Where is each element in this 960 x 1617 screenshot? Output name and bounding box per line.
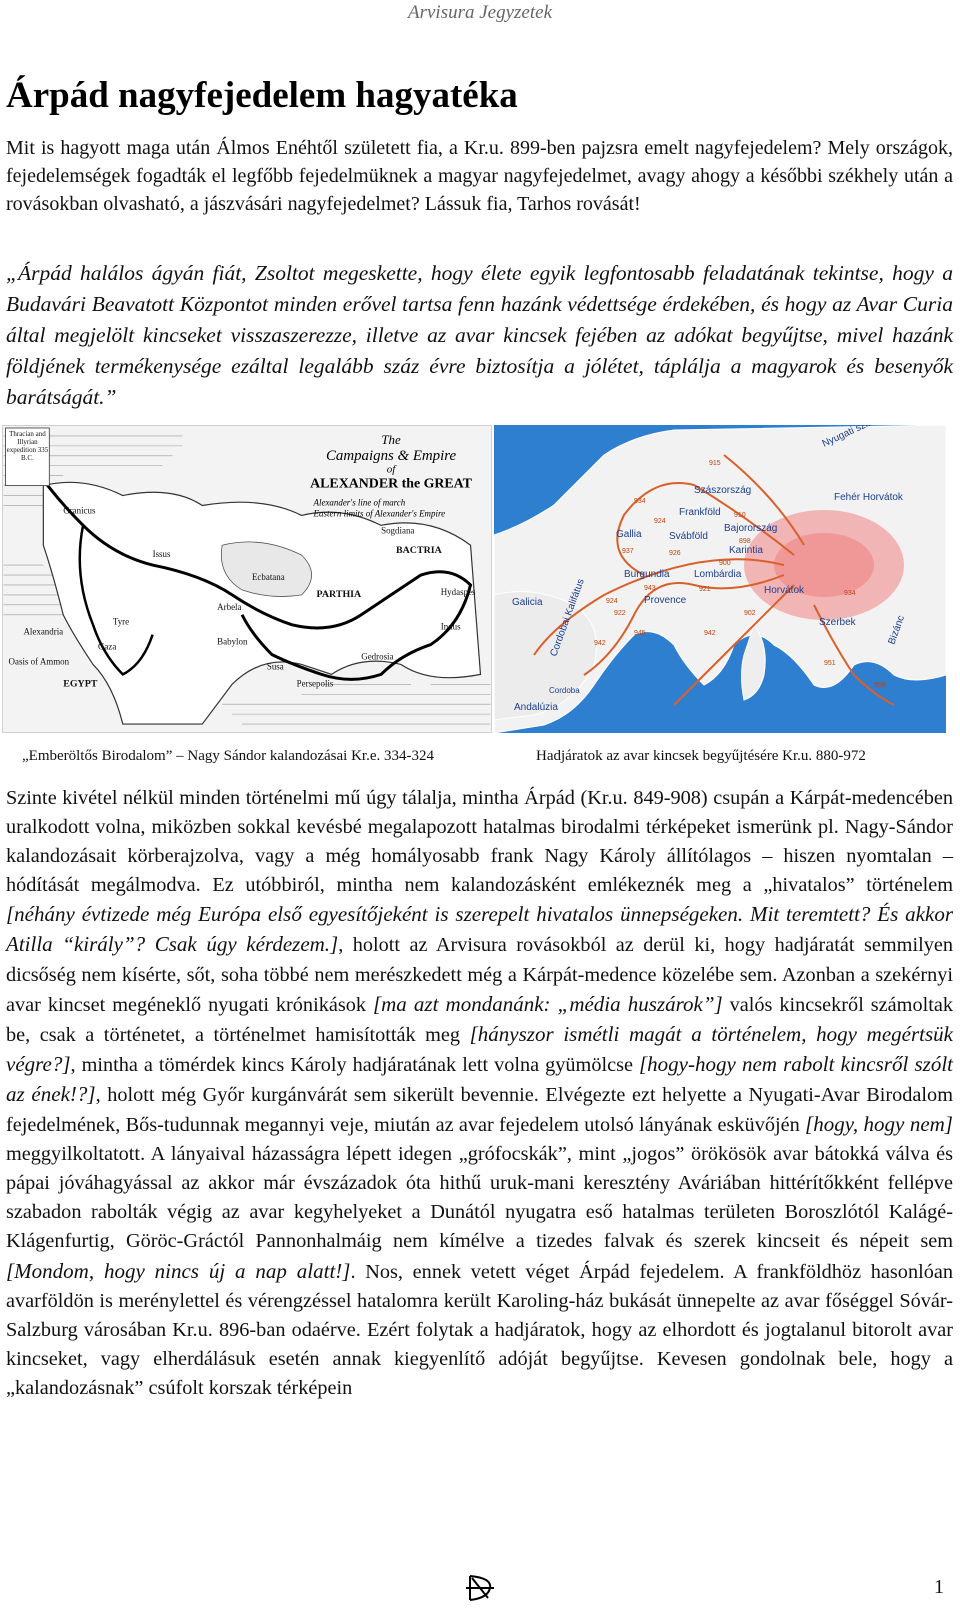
- expedition-box-label: Thracian and Illyrian expedition 335 B.C.: [6, 429, 49, 462]
- figures-row: [0, 425, 960, 735]
- map-label-tyre: Tyre: [112, 616, 130, 627]
- main-text: valós kincsekről számoltak be, csak a történetet, a történelmet hamisították meg: [6, 993, 953, 1046]
- raids-label-andaluzia: Andalúzia: [514, 702, 558, 713]
- raids-year: 900: [719, 560, 731, 567]
- raids-label-gallia: Gallia: [616, 529, 642, 540]
- raids-label-bajororszag: Bajorország: [724, 523, 778, 534]
- raids-year: 942: [594, 640, 606, 647]
- raids-year: 942: [704, 630, 716, 637]
- raids-year: 902: [744, 610, 756, 617]
- raids-year: 915: [709, 460, 721, 467]
- main-text: meggyilkoltatott. A lányaival házasságra lépett idegen „grófocskák”, mint „jogos” örökösök avar bátokká válva és pápai jóváhagyással az akkor már évszázadok óta hithű uruk-mani keresztény Aváriában hittérítőkként fellépve szabadon rabolták végig az avar kegyhelyeket a Dunától nyugatra eső hatalmas területen Boroszlótól Kalágé-Klágenfurtig, Göröc-Gráctól Pannonhalmáig nem kímélve a tizedes falvak és szerek kincseit és népeit sem: [6, 1143, 953, 1253]
- raids-year: 922: [614, 610, 626, 617]
- raids-year: 934: [844, 590, 856, 597]
- raids-map: [494, 425, 946, 733]
- aside-note: [hogy-hogy nem rabolt kincsről szólt az ének!?]: [6, 1051, 953, 1106]
- map-title-line-3: of: [386, 463, 396, 476]
- map-label-gedrosia: Gedrosia: [361, 651, 394, 662]
- raids-year: 898: [739, 538, 751, 545]
- raids-year: 959: [874, 682, 886, 689]
- map-label-alexandria: Alexandria: [23, 626, 64, 637]
- map-label-susa: Susa: [266, 661, 284, 672]
- map-label-bactria: BACTRIA: [396, 545, 442, 557]
- raids-year: 934: [634, 498, 646, 505]
- raids-label-szerbek: Szerbek: [819, 617, 856, 628]
- main-text: . Nos, ennek vetett véget Árpád fejedelem. A frankföldhöz hasonlóan avarföldön is merénylettel és vérengzéssel hatalomra került Karoling-ház bukását ünnepelte az avar főséggel Sóvár-Salzburg városában Kr.u. 896-ban odaérve. Ezért folytak a hadjáratok, hogy az elhordott és jogtalanul bitorolt avar kincseket, vagy elherdálásuk esetén annak kiegyenlítő adóját begyűjtse. Kevesen gondolnak bele, hogy a „kalandozásnak” csúfolt korszak térképein: [6, 1260, 953, 1399]
- main-paragraph: [6, 784, 953, 1403]
- map-label-granicus: Granicus: [63, 505, 96, 516]
- map-label-indus: Indus: [440, 621, 461, 632]
- map-label-babylon: Babylon: [217, 636, 248, 647]
- raids-label-horvatok: Horvátok: [764, 585, 805, 596]
- raids-label-svabfold: Svábföld: [669, 531, 708, 542]
- map-label-oasis: Oasis of Ammon: [8, 656, 70, 667]
- aside-note: [ma azt mondanánk: „média huszárok”]: [372, 991, 723, 1016]
- caption-left: „Emberöltős Birodalom” – Nagy Sándor kalandozásai Kr.e. 334-324: [22, 748, 434, 764]
- map-label-hydaspes: Hydaspes: [440, 586, 476, 597]
- page-title: Árpád nagyfejedelem hagyatéka: [6, 75, 518, 116]
- main-text: , holott még Győr kurgánvárát sem sikerült bevennie. Elvégezte ezt helyette a Nyugati-Avar Birodalom fejedelmének, Bős-tudunnak megannyi veje, miután az avar fejedelem utolsó lányának esküvőjén: [6, 1083, 953, 1137]
- page-number: 1: [934, 1576, 944, 1598]
- raids-label-szaszorszag: Szászország: [694, 485, 752, 496]
- main-text: Szinte kivétel nélkül minden történelmi mű úgy tálalja, mintha Árpád (Kr.u. 849-908) csupán a Kárpát-medencében uralkodott volna, miközben sokkal kevésbé megalapozott hatalmas birodalmi térképeket ismerünk pl. Nagy-Sándor kalandozásait körberajzolva, vagy a még homályosabb frank Nagy Károly állítólagos – hiszen nyomtalan – hódítását megálmodva. Ez utóbbiról, mintha nem kalandozásként emlékeznék meg a „hivatalos” történelem: [6, 787, 953, 897]
- raids-year: 943: [644, 585, 656, 592]
- raids-label-frankfold: Frankföld: [679, 507, 721, 518]
- map-label-ecbatana: Ecbatana: [251, 571, 285, 582]
- running-header: Arvisura Jegyzetek: [407, 2, 553, 23]
- raids-year: 921: [699, 586, 711, 593]
- raids-label-bizanc: Bizánc: [886, 614, 908, 647]
- raids-label-lombardia: Lombárdia: [694, 569, 742, 580]
- map-label-issus: Issus: [152, 549, 171, 560]
- raids-year: 910: [734, 512, 746, 519]
- map-label-persepolis: Persepolis: [296, 678, 334, 689]
- intro-paragraph: Mit is hagyott maga után Álmos Enéhtől született fia, a Kr.u. 899-ben pajzsra emelt nagyfejedelem? Mely országok, fejedelemségek fogadták el legfőbb fejedelmüknek a magyar nagyfejedelmet, avagy ahogy a későbbi székhely után a rovásokban olvasható, a jászvásári nagyfejedelmet? Lássuk fia, Tarhos rovását!: [6, 137, 953, 215]
- quote-paragraph: „Árpád halálos ágyán fiát, Zsoltot megeskette, hogy élete egyik legfontosabb feladatának tekintse, hogy a Budavári Beavatott Központot minden erővel tartsa fenn hazánk védettsége érdekében, és hogy az Avar Curia által megjelölt kincseket visszaszerezze, illetve az avar kincsek fejében az adókat begyűjtse, mivel hazánk földjének termékenysége ezáltal legalább száz évre biztosítja a jólétet, táplálja a magyarok és besenyők barátságát.”: [6, 261, 953, 409]
- raids-label-burgundia: Burgundia: [624, 569, 670, 580]
- map-legend-2: Eastern limits of Alexander's Empire: [313, 508, 446, 519]
- raids-label-feher-horvatok: Fehér Horvátok: [834, 492, 903, 503]
- raids-label-provence: Provence: [644, 595, 687, 606]
- aside-note: [hogy, hogy nem]: [805, 1112, 953, 1137]
- map-label-arbela: Arbela: [217, 601, 242, 612]
- raids-year: 924: [606, 598, 618, 605]
- map-label-egypt: EGYPT: [63, 678, 98, 690]
- caption-right: Hadjáratok az avar kincsek begyűjtésére Kr.u. 880-972: [536, 748, 866, 764]
- aside-note: [Mondom, hogy nincs új a nap alatt!]: [6, 1258, 351, 1283]
- map-title-line-2: Campaigns & Empire: [325, 447, 457, 464]
- main-text: , mintha a tömérdek kincs Károly hadjáratának lett volna gyümölcse: [70, 1053, 639, 1076]
- raids-year: 926: [669, 550, 681, 557]
- main-text: , holott az Arvisura rovásokból az derül ki, hogy hadjáratát semmilyen dicsőség nem kísérte, sőt, soha többé nem merészkedett még a Kárpát-medence közelébe sem. Azonban a szekérnyi avar kincset megéneklő nyugati krónikások: [6, 934, 953, 1016]
- rune-monogram-icon: [462, 1570, 498, 1606]
- map-label-parthia: PARTHIA: [316, 588, 362, 600]
- map-title-line-1: The: [381, 431, 401, 447]
- map-label-sogdiana: Sogdiana: [381, 525, 415, 536]
- map-label-gaza: Gaza: [97, 641, 117, 652]
- raids-label-karintia: Karintia: [729, 545, 763, 556]
- raids-label-cordobai: Cordobai Kalifátus: [548, 577, 587, 659]
- aside-note: [hányszor ismétli magát a történelem, hogy megértsük végre?]: [6, 1021, 953, 1076]
- raids-label-galicia: Galicia: [512, 597, 543, 608]
- alexander-map: [2, 425, 492, 733]
- aside-note: [néhány évtizede még Európa első egyesítőjeként is szerepelt hivatalos ünnepségeken. Mit teremtett? És akkor Atilla “király”? Csak úgy kérdezem.]: [6, 902, 953, 957]
- raids-label-cordoba: Cordoba: [549, 686, 580, 695]
- raids-year: 924: [654, 518, 666, 525]
- map-legend-1: Alexander's line of march: [313, 497, 406, 508]
- raids-year: 937: [622, 548, 634, 555]
- raids-year: 951: [824, 660, 836, 667]
- raids-year: 945: [634, 630, 646, 637]
- map-title-line-4: ALEXANDER the GREAT: [310, 476, 472, 492]
